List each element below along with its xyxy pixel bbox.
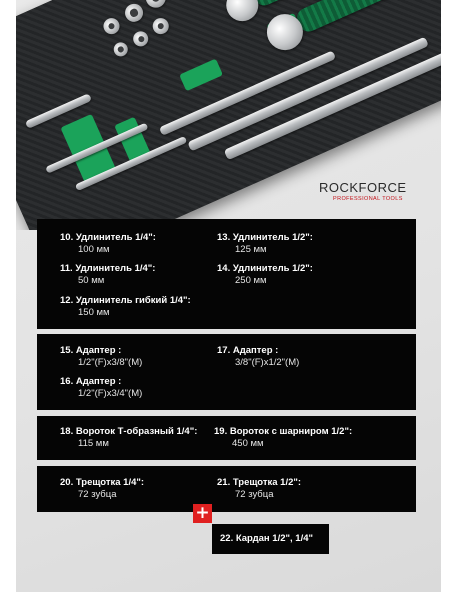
- spec-value: 72 зубца: [235, 489, 274, 500]
- spec-title: 13. Удлинитель 1/2":: [217, 232, 313, 243]
- spec-value: 115 мм: [78, 438, 109, 449]
- socket: [112, 40, 130, 58]
- spec-title: 10. Удлинитель 1/4":: [60, 232, 156, 243]
- handles-panel: [37, 416, 416, 460]
- socket: [143, 0, 169, 11]
- spec-title: 16. Адаптер :: [60, 376, 122, 387]
- spec-value: 150 мм: [78, 307, 110, 318]
- socket: [101, 16, 122, 37]
- spec-value: 450 мм: [232, 438, 264, 449]
- spec-title: 18. Вороток Т-образный 1/4":: [60, 426, 198, 437]
- tool-set-photo: [16, 0, 441, 230]
- ratchet-head: [221, 0, 263, 26]
- spec-value: 72 зубца: [78, 489, 117, 500]
- ratchets-panel: [37, 466, 416, 512]
- spec-title: 14. Удлинитель 1/2":: [217, 263, 313, 274]
- adapters-panel: [37, 334, 416, 410]
- socket: [150, 16, 171, 37]
- tray-slot: [179, 59, 223, 92]
- spec-item: [60, 426, 197, 450]
- ratchet-handle: [294, 0, 404, 35]
- spec-value: 125 мм: [235, 244, 267, 255]
- spec-title: 17. Адаптер :: [217, 345, 279, 356]
- spec-item: [217, 263, 313, 287]
- extensions-panel: [37, 219, 416, 329]
- spec-item: [217, 232, 313, 256]
- spec-item: [217, 477, 301, 501]
- socket: [122, 1, 146, 25]
- spec-item: [214, 426, 352, 450]
- spec-item: [217, 345, 299, 369]
- breaker-bar: [187, 37, 429, 152]
- spec-item: [60, 232, 156, 256]
- brand-logo: [319, 181, 429, 202]
- cardan-label: 22. Кардан 1/2", 1/4": [220, 533, 314, 544]
- spec-value: 1/2"(F)x3/8"(M): [78, 357, 143, 368]
- spec-title: 12. Удлинитель гибкий 1/4":: [60, 295, 191, 306]
- spec-item: [60, 263, 155, 287]
- spec-title: 21. Трещотка 1/2":: [217, 477, 302, 488]
- spec-value: 1/2"(F)x3/4"(M): [78, 388, 143, 399]
- socket: [131, 29, 151, 49]
- spec-value: 3/8"(F)x1/2"(M): [235, 357, 300, 368]
- spec-item: [60, 376, 142, 400]
- spec-title: 15. Адаптер :: [60, 345, 122, 356]
- flex-handle-bar: [224, 44, 441, 160]
- spec-item: [60, 295, 191, 319]
- brand-name: ROCKFORCE: [319, 180, 407, 195]
- spec-item: [60, 345, 142, 369]
- plus-icon: +: [193, 504, 212, 523]
- spec-value: 100 мм: [78, 244, 110, 255]
- spec-title: 19. Вороток с шарниром 1/2":: [214, 426, 353, 437]
- spec-item: [60, 477, 144, 501]
- spec-title: 11. Удлинитель 1/4":: [60, 263, 156, 274]
- cardan-box: [212, 524, 329, 554]
- brand-tagline: PROFESSIONAL TOOLS: [333, 196, 403, 202]
- spec-title: 20. Трещотка 1/4":: [60, 477, 145, 488]
- spec-value: 250 мм: [235, 275, 267, 286]
- spec-value: 50 мм: [78, 275, 105, 286]
